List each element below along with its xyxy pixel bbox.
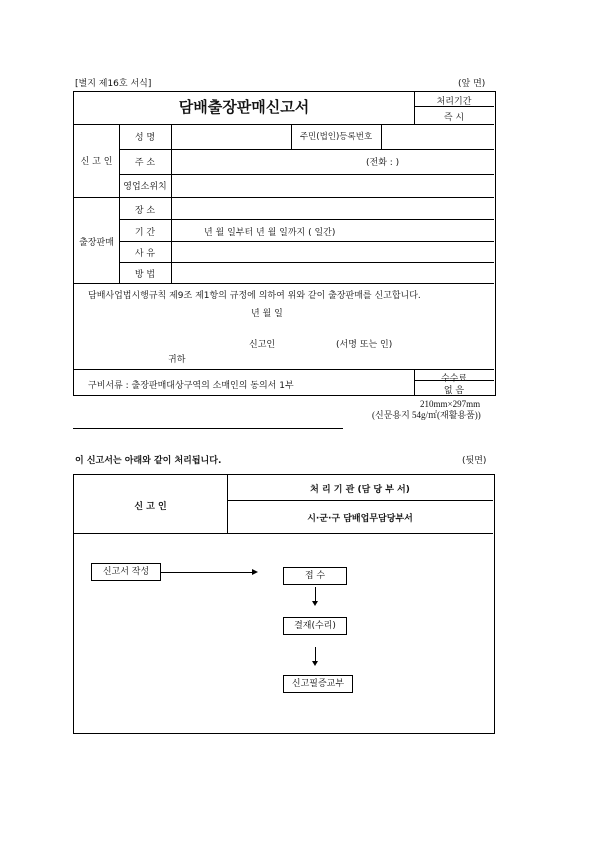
page-side-back: (뒷면) [462, 456, 487, 466]
rule [74, 283, 494, 284]
page-side-front: (앞 면) [458, 79, 486, 89]
arrow-head [312, 661, 318, 666]
rule [74, 533, 493, 534]
declaration-text: 담배사업법시행규칙 제9조 제1항의 규정에 의하여 위와 같이 출장판매를 신고합니다. [88, 291, 421, 301]
reg-number-label: 주민(법인)등록번호 [299, 132, 373, 142]
rule [119, 241, 494, 242]
agency-subtitle: 시·군·구 담배업무담당부서 [307, 514, 413, 524]
step-receive-box: 접 수 [283, 567, 347, 585]
period-text: 년 월 일부터 년 월 일까지 ( 일간) [204, 228, 336, 238]
rule [119, 174, 494, 175]
addressee: 귀하 [168, 355, 186, 365]
flow-arrow [161, 572, 254, 573]
phone-field: (전화 : ) [366, 158, 400, 168]
rule [119, 219, 494, 220]
rule [74, 197, 494, 198]
rule [74, 124, 494, 125]
rule [171, 124, 172, 283]
fee-label: 수수료 [440, 374, 468, 384]
rule [227, 500, 493, 501]
processing-period-label: 처리기간 [436, 97, 472, 107]
business-place-label: 영업소위치 [123, 182, 167, 192]
step-write-box: 신고서 작성 [91, 563, 161, 581]
divider [73, 428, 343, 429]
date-line: 년 월 일 [251, 309, 283, 319]
attachments: 구비서류 : 출장판매대상구역의 소매인의 동의서 1부 [88, 381, 294, 391]
process-table [73, 474, 495, 734]
rule [119, 149, 494, 150]
name-label: 성 명 [134, 133, 156, 143]
applicant-signature-label: 신고인 [249, 340, 276, 350]
place-label: 장 소 [134, 206, 156, 216]
signature-note: (서명 또는 인) [336, 340, 393, 350]
rule [119, 262, 494, 263]
sales-label: 출장판매 [79, 238, 114, 248]
fee-value: 없 음 [443, 386, 465, 396]
rule [381, 124, 382, 149]
paper-size: 210mm×297mm [420, 399, 481, 409]
period-label: 기 간 [134, 228, 156, 238]
reason-label: 사 유 [134, 249, 156, 259]
paper-spec: (신문용지 54g/㎡(재활용품)) [372, 410, 481, 420]
report-form [73, 91, 496, 396]
method-label: 방 법 [134, 270, 156, 280]
rule [74, 369, 494, 370]
arrow-head [312, 601, 318, 606]
agency-column: 처 리 기 관 (담 당 부 서) [310, 485, 410, 495]
back-intro: 이 신고서는 아래와 같이 처리됩니다. [75, 456, 222, 466]
form-title: 담배출장판매신고서 [178, 98, 310, 116]
form-number: [별지 제16호 서식] [75, 79, 152, 89]
arrow-head [252, 569, 258, 575]
processing-period-value: 즉 시 [443, 113, 465, 123]
address-label: 주 소 [134, 158, 156, 168]
applicant-column: 신 고 인 [134, 502, 167, 512]
step-approve-box: 결재(수리) [283, 617, 347, 635]
applicant-label: 신 고 인 [80, 157, 113, 167]
step-issue-box: 신고필증교부 [283, 675, 353, 693]
